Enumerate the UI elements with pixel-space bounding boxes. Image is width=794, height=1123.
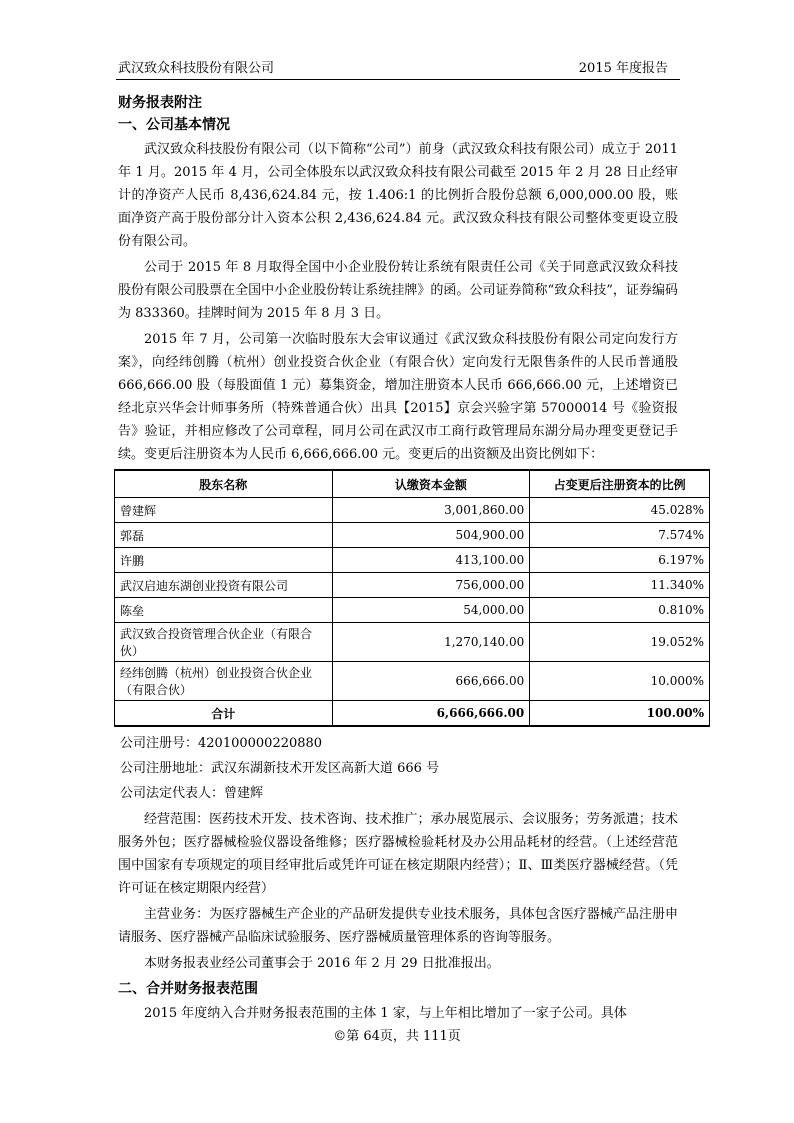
capital-ratio: 6.197% — [530, 548, 710, 573]
registered-address: 公司注册地址：武汉东湖新技术开发区高新大道 666 号 — [120, 761, 440, 776]
section-heading-basic-info: 一、公司基本情况 — [118, 117, 230, 133]
capital-ratio: 45.028% — [530, 498, 710, 523]
paragraph-capital-increase: 2015 年 7 月，公司第一次临时股东大会审议通过《武汉致众科技股份有限公司定向发行方案》，向经纬创腾（杭州）创业投资合伙企业（有限合伙）定向发行无限售条件的人民币普通股 666,666.00 股（每股面值 1 元）募集资金，增加注册资本人民币 666,666.00 元，上述增资已经北京兴华会计师事务所（特殊普通合伙）出具【2015】京会兴验字第 57000014 号《验资报告》验证，并相应修改了公司章程，同月公司在武汉市工商行政管理局东湖分局办理变更登记手续。变更后注册资本为人民币 6,666,666.00 元。变更后的出资额及出资比例如下： — [118, 332, 678, 462]
table-row — [115, 548, 710, 573]
total-label: 合计 — [115, 701, 333, 727]
subscribed-amount: 756,000.00 — [332, 573, 530, 598]
table-row — [115, 623, 710, 662]
page-number: ©第 64页，共 111页 — [333, 1029, 461, 1044]
subscribed-amount: 413,100.00 — [332, 548, 530, 573]
shareholder-name: 许鹏 — [115, 548, 333, 573]
subscribed-amount: 1,270,140.00 — [332, 623, 530, 662]
header-divider — [116, 79, 680, 80]
main-business: 主营业务：为医疗器械生产企业的产品研发提供专业技术服务，具体包含医疗器械产品注册申请服务、医疗器械产品临床试验服务、医疗器械质量管理体系的咨询等服务。 — [118, 907, 678, 945]
paragraph-listing: 公司于 2015 年 8 月取得全国中小企业股份转让系统有限责任公司《关于同意武汉致众科技股份有限公司股票在全国中小企业股份转让系统挂牌》的函。公司证券简称“致众科技”，证券编码为 833360。挂牌时间为 2015 年 8 月 3 日。 — [118, 260, 678, 321]
table-row — [115, 498, 710, 523]
shareholder-name: 武汉启迪东湖创业投资有限公司 — [115, 573, 333, 598]
page-content — [118, 92, 704, 1028]
section-heading-consolidation-scope: 二、合并财务报表范围 — [118, 981, 258, 997]
shareholder-name: 陈垒 — [115, 598, 333, 623]
table-row — [115, 662, 710, 701]
page-title: 财务报表附注 — [118, 95, 202, 111]
legal-representative: 公司法定代表人：曾建辉 — [120, 786, 264, 801]
total-amount: 6,666,666.00 — [332, 701, 530, 727]
shareholder-name: 经纬创腾（杭州）创业投资合伙企业（有限合伙） — [115, 662, 333, 701]
column-header-ratio: 占变更后注册资本的比例 — [530, 470, 710, 498]
capital-ratio: 0.810% — [530, 598, 710, 623]
business-scope: 经营范围：医药技术开发、技术咨询、技术推广；承办展览展示、会议服务；劳务派遣；技术服务外包；医疗器械检验仪器设备维修；医疗器械检验耗材及办公用品耗材的经营。（上述经营范围中国家有专项规定的项目经审批后或凭许可证在核定期限内经营）；Ⅱ、Ⅲ类医疗器械经营。（凭许可证在核定期限内经营） — [118, 812, 678, 896]
subscribed-amount: 54,000.00 — [332, 598, 530, 623]
capital-ratio: 7.574% — [530, 523, 710, 548]
paragraph-consolidation-scope: 2015 年度纳入合并财务报表范围的主体 1 家，与上年相比增加了一家子公司。具体 — [144, 1006, 627, 1021]
table-row — [115, 598, 710, 623]
subscribed-amount: 504,900.00 — [332, 523, 530, 548]
header-report-title: 2015 年度报告 — [578, 61, 668, 76]
registration-number: 公司注册号：420100000220880 — [120, 736, 323, 751]
shareholder-name: 郭磊 — [115, 523, 333, 548]
column-header-amount: 认缴资本金额 — [332, 470, 530, 498]
total-ratio: 100.00% — [530, 701, 710, 727]
capital-ratio: 19.052% — [530, 623, 710, 662]
column-header-shareholder: 股东名称 — [115, 470, 333, 498]
table-row — [115, 523, 710, 548]
header-company-name: 武汉致众科技股份有限公司 — [118, 61, 275, 76]
paragraph-company-history: 武汉致众科技股份有限公司（以下简称“公司”）前身（武汉致众科技有限公司）成立于 2011 年 1 月。2015 年 4 月，公司全体股东以武汉致众科技有限公司截至 2015 年 2 月 28 日止经审计的净资产人民币 8,436,624.84 元，按 1.406:1 的比例折合股份总额 6,000,000.00 股，账面净资产高于股份部分计入资本公积 2,436,624.84 元。武汉致众科技有限公司整体变更设立股份有限公司。 — [118, 142, 678, 249]
shareholder-name: 武汉致合投资管理合伙企业（有限合伙） — [115, 623, 333, 662]
shareholder-name: 曾建辉 — [115, 498, 333, 523]
table-total-row — [115, 701, 710, 727]
approval-statement: 本财务报表业经公司董事会于 2016 年 2 月 29 日批准报出。 — [144, 956, 500, 971]
table-row — [115, 573, 710, 598]
table-header-row — [115, 470, 710, 498]
capital-ratio: 10.000% — [530, 662, 710, 701]
shareholder-table — [114, 469, 710, 727]
capital-ratio: 11.340% — [530, 573, 710, 598]
subscribed-amount: 666,666.00 — [332, 662, 530, 701]
subscribed-amount: 3,001,860.00 — [332, 498, 530, 523]
